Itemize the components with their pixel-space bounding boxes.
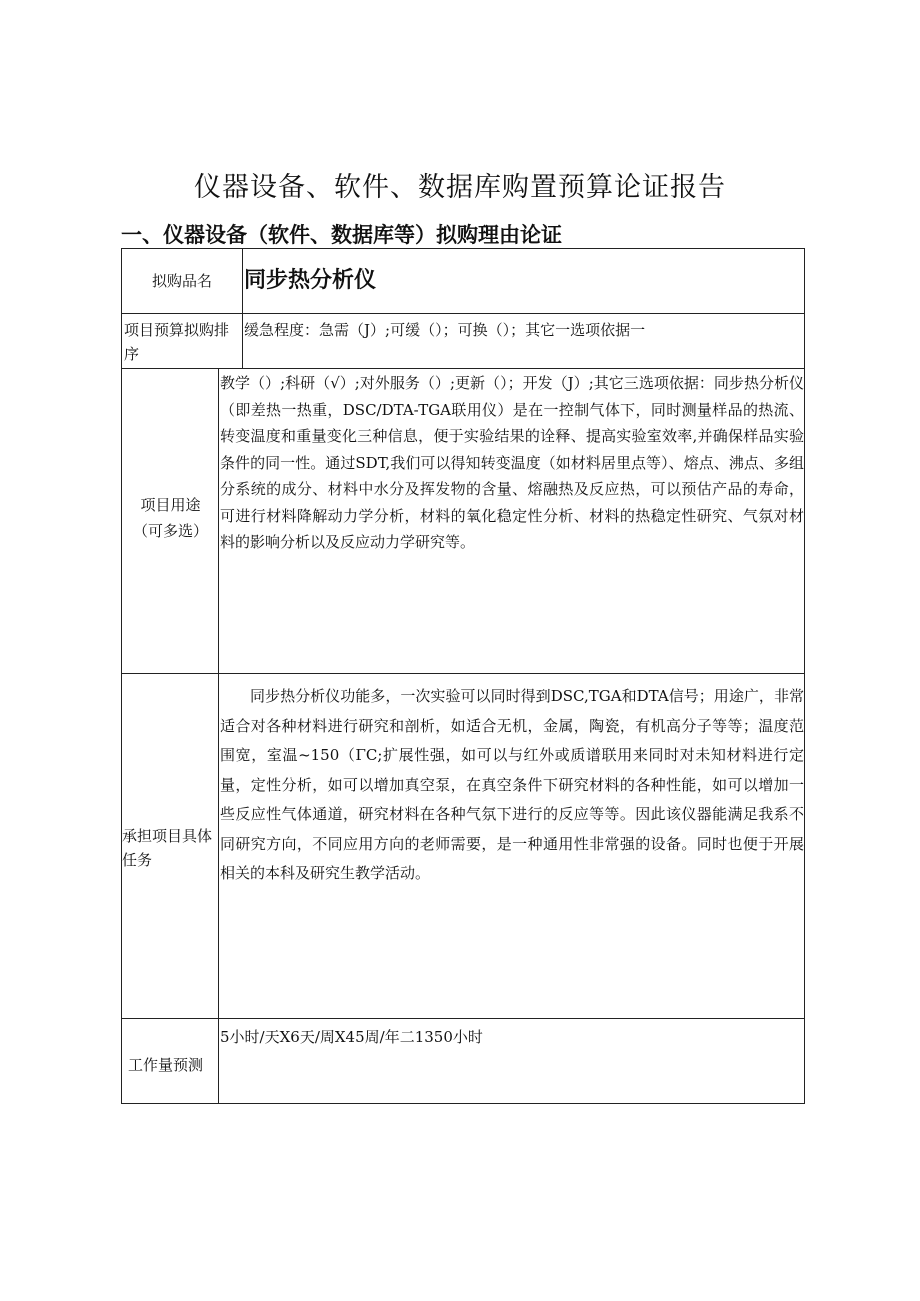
usage-value: 教学（）;科研（√）;对外服务（）;更新（）；开发（J）;其它三选项依据：同步热分析仪（即差热一热重，DSC/DTA-TGA联用仪）是在一控制气体下，同时测量样品的热流、转变温度和重量变化三种信息，便于实验结果的诠释、提高实验室效率,并确保样品实验条件的同一性。通过SDT,我们可以得知转变温度（如材料居里点等）、熔点、沸点、多组分系统的成分、材料中水分及挥发物的含量、熔融热及反应热，可以预估产品的寿命，可进行材料降解动力学分析，材料的氧化稳定性分析、材料的热稳定性研究、气氛对材料的影响分析以及反应动力学研究等。 bbox=[220, 374, 804, 551]
row-usage bbox=[122, 369, 804, 674]
row-tasks bbox=[122, 674, 804, 1019]
item-name-label: 拟购品名 bbox=[122, 249, 243, 313]
priority-value: 缓急程度：急需（J）;可缓（）；可换（）；其它一选项依据一 bbox=[244, 321, 646, 339]
justification-table bbox=[121, 248, 805, 1104]
priority-label: 项目预算拟购排序 bbox=[122, 314, 243, 368]
workload-label: 工作量预测 bbox=[122, 1019, 219, 1103]
usage-label-cell bbox=[122, 369, 219, 673]
item-name-value: 同步热分析仪 bbox=[244, 268, 377, 293]
workload-value: 5小时/天X6天/周X45周/年二1350小时 bbox=[220, 1028, 483, 1046]
row-item-name bbox=[122, 249, 804, 314]
usage-label-note: （可多选） bbox=[132, 522, 208, 540]
task-value: 同步热分析仪功能多，一次实验可以同时得到DSC,TGA和DTA信号；用途广，非常适合对各种材料进行研究和剖析，如适合无机，金属，陶瓷，有机高分子等等；温度范围宽，室温~150（ΓC;扩展性强，如可以与红外或质谱联用来同时对未知材料进行定量，定性分析，如可以增加真空泵，在真空条件下研究材料的各种性能，如可以增加一些反应性气体通道，研究材料在各种气氛下进行的反应等等。因此该仪器能满足我系不同研究方向，不同应用方向的老师需要，是一种通用性非常强的设备。同时也便于开展相关的本科及研究生教学活动。 bbox=[220, 687, 804, 882]
section-heading: 一、仪器设备（软件、数据库等）拟购理由论证 bbox=[121, 223, 562, 247]
usage-label: 项目用途 bbox=[140, 496, 201, 514]
row-workload bbox=[122, 1019, 804, 1103]
row-priority bbox=[122, 314, 804, 369]
document-title: 仪器设备、软件、数据库购置预算论证报告 bbox=[194, 172, 726, 203]
task-label: 承担项目具体任务 bbox=[122, 674, 219, 1018]
